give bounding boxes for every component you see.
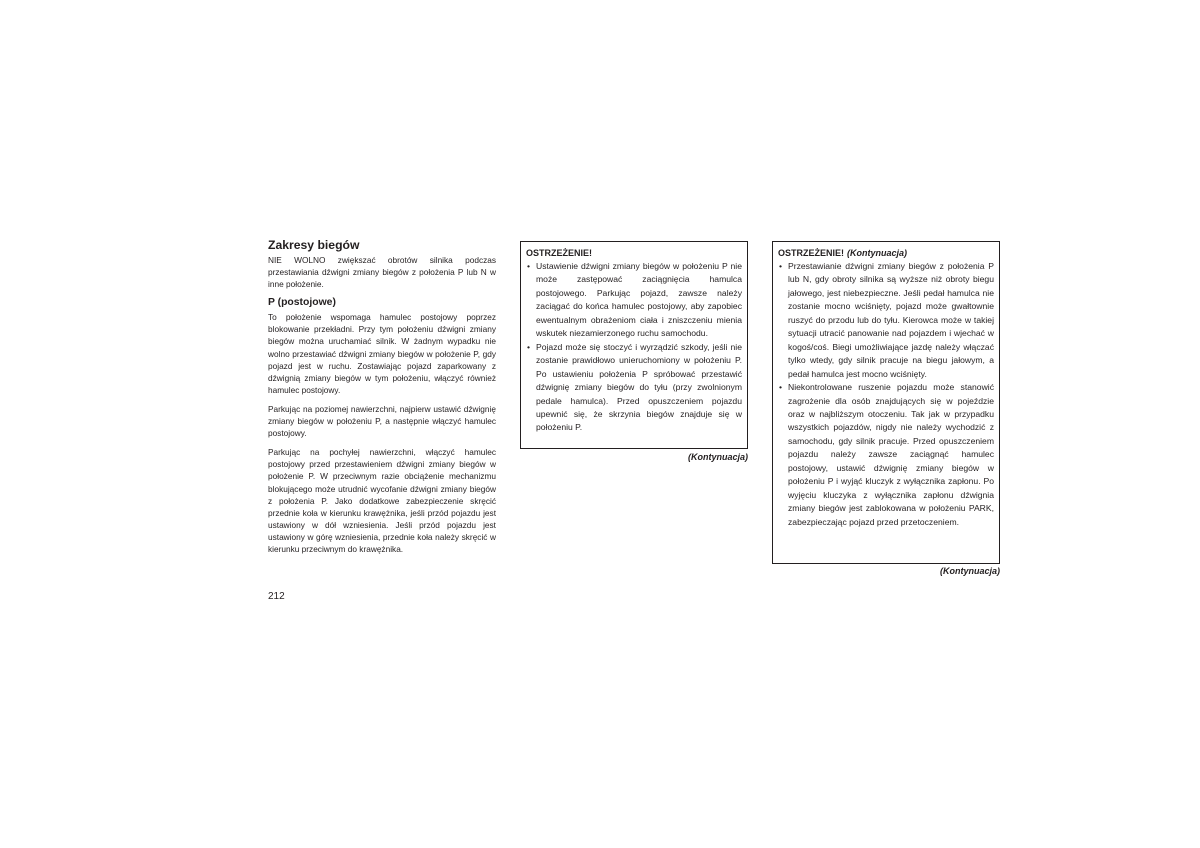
warning-title-continuation: (Kontynuacja)	[847, 248, 908, 258]
continuation-label: (Kontynuacja)	[939, 566, 1000, 576]
warning-box	[520, 241, 748, 449]
section-heading: Zakresy biegów	[268, 238, 360, 252]
warning-box-continued	[772, 241, 1000, 564]
body-paragraph: Parkując na poziomej nawierzchni, najpierw ustawić dźwignię zmiany biegów w położeniu P, a następnie włączyć hamulec postojowy.	[268, 403, 496, 439]
subsection-heading: P (postojowe)	[268, 297, 336, 309]
continuation-label: (Kontynuacja)	[687, 452, 748, 462]
warning-title-text: OSTRZEŻENIE!	[526, 248, 593, 258]
warning-list	[526, 260, 742, 435]
body-paragraph: To położenie wspomaga hamulec postojowy poprzez blokowanie przekładni. Przy tym położeniu dźwigni zmiany biegów można uruchamiać silnik. W żadnym wypadku nie wolno przestawiać dźwigni zmiany biegów w położenie P, gdy pojazd jest w ruchu. Zostawiając pojazd zaparkowany z dźwignią zmiany biegów w tym położeniu, włączyć również hamulec postojowy.	[268, 312, 496, 395]
warning-list	[778, 260, 994, 529]
intro-paragraph: NIE WOLNO zwiększać obrotów silnika podczas przestawiania dźwigni zmiany biegów z położenia P lub N w inne położenie.	[268, 255, 496, 290]
warning-item: • Ustawienie dźwigni zmiany biegów w położeniu P nie może zastępować zaciągnięcia hamulca postojowego. Parkując pojazd, zawsze należy zaciągać do końca hamulec postojowy, aby zapobiec ewentualnym obrażeniom ciała i zniszczeniu mienia wskutek niezamierzonego ruchu samochodu.	[526, 260, 742, 341]
warning-title	[778, 247, 994, 259]
warning-item: • Pojazd może się stoczyć i wyrządzić szkody, jeśli nie zostanie prawidłowo unieruchomiony w położeniu P. Po ustawieniu położenia P spróbować przestawić dźwignię zmiany biegów do tyłu (przy zwolnionym pedale hamulca). Przed opuszczeniem pojazdu upewnić się, że skrzynia biegów znajduje się w położeniu P.	[526, 341, 742, 435]
warning-title-text: OSTRZEŻENIE!	[778, 248, 845, 258]
body-paragraph: Parkując na pochyłej nawierzchni, włączyć hamulec postojowy przed przestawieniem dźwigni zmiany biegów w położenie P. W przeciwnym razie obciążenie mechanizmu blokującego może utrudnić wycofanie dźwigni zmiany biegów z położenia P. Jako dodatkowe zabezpieczenie skręcić przednie koła w kierunku krawężnika, jeśli przód pojazdu jest ustawiony w dół wzniesienia. Jeśli przód pojazdu jest ustawiony w górę wzniesienia, przednie koła należy skręcić w kierunku przeciwnym do krawężnika.	[268, 447, 496, 554]
warning-item: • Niekontrolowane ruszenie pojazdu może stanowić zagrożenie dla osób znajdujących się w pojeździe oraz w najbliższym otoczeniu. Tak jak w przypadku wszystkich pojazdów, nigdy nie należy wychodzić z samochodu, gdy silnik pracuje. Przed opuszczeniem pojazdu należy zawsze zaciągnąć hamulec postojowy, ustawić dźwignię zmiany biegów w położeniu P i wyjąć kluczyk z wyłącznika zapłonu. Po wyjęciu kluczyka z wyłącznika zapłonu dźwignia zmiany biegów jest zablokowana w położeniu PARK, zabezpieczając pojazd przed przetoczeniem.	[778, 381, 994, 529]
page-number: 212	[268, 591, 285, 602]
left-column	[268, 238, 496, 562]
warning-item: • Przestawianie dźwigni zmiany biegów z położenia P lub N, gdy obroty silnika są wyższe niż obroty biegu jałowego, jest niebezpieczne. Jeśli pedał hamulca nie zostanie mocno wciśnięty, pojazd może gwałtownie ruszyć do przodu lub do tyłu. Kierowca może w takiej sytuacji utracić panowanie nad pojazdem i wjechać w kogoś/coś. Biegi umożliwiające jazdę należy włączać tylko wtedy, gdy silnik pracuje na biegu jałowym, a pedał hamulca jest mocno wciśnięty.	[778, 260, 994, 381]
warning-title	[526, 247, 742, 259]
